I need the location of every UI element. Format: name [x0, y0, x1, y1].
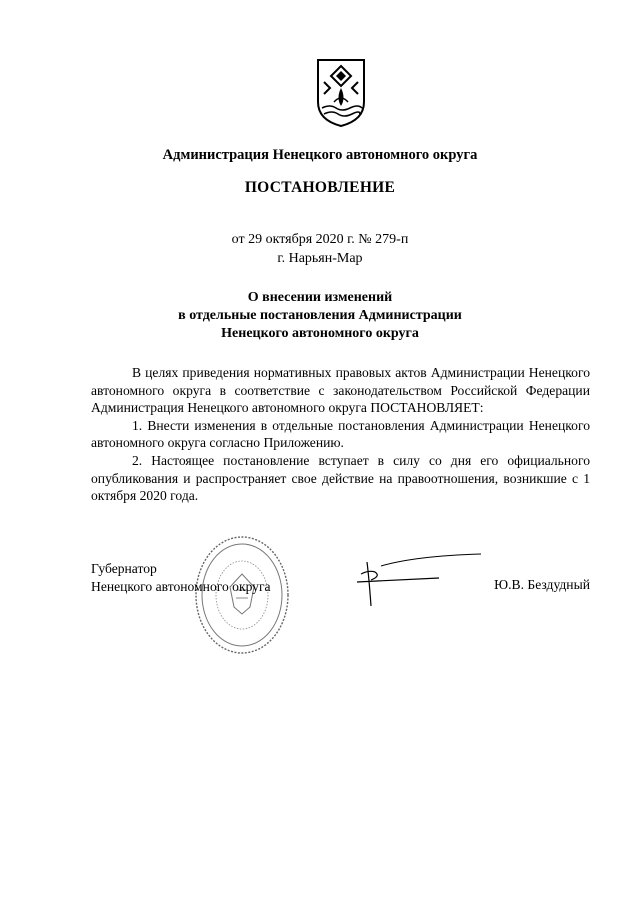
nenets-okrug-coat-of-arms-icon: [316, 58, 366, 128]
document-type-title: ПОСТАНОВЛЕНИЕ: [244, 179, 396, 196]
city: г. Нарьян-Мар: [277, 251, 363, 266]
document-meta: [0, 230, 640, 268]
item-1-paragraph: 1. Внести изменения в отдельные постановления Администрации Ненецкого автономного округа согласно Приложению.: [91, 417, 590, 451]
organization-title: Администрация Ненецкого автономного округа: [162, 147, 478, 163]
position-line-1: Губернатор: [91, 561, 157, 576]
item-2-paragraph: 2. Настоящее постановление вступает в силу со дня его официального опубликования и распространяет свое действие на правоотношения, возникшие с 1 октября 2020 года.: [91, 452, 590, 504]
subject-line-2: в отдельные постановления Администрации: [178, 308, 462, 323]
preamble-paragraph: В целях приведения нормативных правовых актов Администрации Ненецкого автономного округа в соответствие с законодательством Российской Федерации Администрация Ненецкого автономного округа ПОСТАНОВЛЯЕТ:: [91, 365, 590, 416]
date-number: от 29 октября 2020 г. № 279-п: [231, 232, 409, 247]
position-line-2: Ненецкого автономного округа: [91, 578, 271, 594]
subject-line-3: Ненецкого автономного округа: [221, 326, 419, 341]
subject-line-1: О внесении изменений: [247, 290, 393, 305]
signatory-name: Ю.В. Бездудный: [494, 577, 590, 592]
document-body: [91, 364, 590, 505]
document-subject: [0, 289, 640, 343]
